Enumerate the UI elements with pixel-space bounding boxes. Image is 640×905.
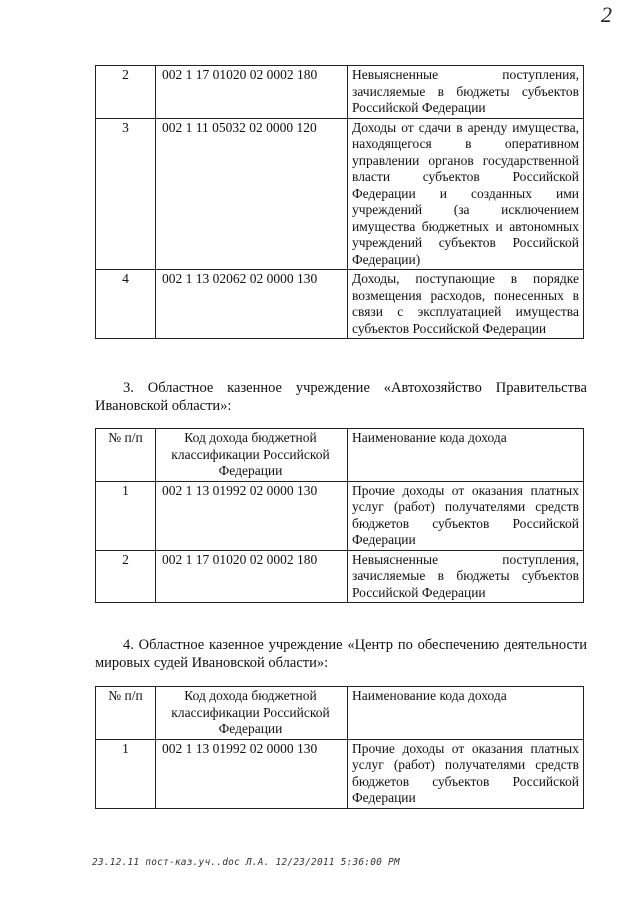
revenue-name: Доходы от сдачи в аренду имущества, находящегося в оперативном управлении органов государственной власти субъектов Российской Федерации и созданных ими учреждений (за исключением имущества бюджетных и автономных учреждений субъектов Российской Федерации) <box>348 118 584 270</box>
header-name: Наименование кода дохода <box>348 429 584 482</box>
revenue-code: 002 1 11 05032 02 0000 120 <box>156 118 348 270</box>
revenue-code: 002 1 13 01992 02 0000 130 <box>156 481 348 550</box>
row-number: 1 <box>96 739 156 808</box>
table-row <box>96 739 584 808</box>
revenue-code: 002 1 13 02062 02 0000 130 <box>156 270 348 339</box>
table-row <box>96 66 584 119</box>
table-header-row <box>96 687 584 740</box>
revenue-name: Невыясненные поступления, зачисляемые в бюджеты субъектов Российской Федерации <box>348 550 584 603</box>
header-code: Код дохода бюджетной классификации Российской Федерации <box>156 687 348 740</box>
revenue-table-continued <box>95 65 584 339</box>
row-number: 2 <box>96 550 156 603</box>
table-row <box>96 118 584 270</box>
row-number: 4 <box>96 270 156 339</box>
table-row <box>96 270 584 339</box>
section-3-heading: 3. Областное казенное учреждение «Автохозяйство Правительства Ивановской области»: <box>95 380 587 414</box>
header-number: № п/п <box>96 687 156 740</box>
revenue-name: Невыясненные поступления, зачисляемые в бюджеты субъектов Российской Федерации <box>348 66 584 119</box>
table-header-row <box>96 429 584 482</box>
section-4-table <box>95 686 584 809</box>
revenue-code: 002 1 13 01992 02 0000 130 <box>156 739 348 808</box>
revenue-name: Прочие доходы от оказания платных услуг (работ) получателями средств бюджетов субъектов Российской Федерации <box>348 739 584 808</box>
row-number: 1 <box>96 481 156 550</box>
revenue-name: Прочие доходы от оказания платных услуг (работ) получателями средств бюджетов субъектов Российской Федерации <box>348 481 584 550</box>
header-number: № п/п <box>96 429 156 482</box>
header-code: Код дохода бюджетной классификации Российской Федерации <box>156 429 348 482</box>
row-number: 3 <box>96 118 156 270</box>
document-footer: 23.12.11 пост-каз.уч..doc Л.А. 12/23/2011 5:36:00 PM <box>92 857 400 868</box>
section-4-heading: 4. Областное казенное учреждение «Центр по обеспечению деятельности мировых судей Ивановской области»: <box>95 637 587 671</box>
header-name: Наименование кода дохода <box>348 687 584 740</box>
section-3-table <box>95 428 584 603</box>
table-row <box>96 550 584 603</box>
table-row <box>96 481 584 550</box>
row-number: 2 <box>96 66 156 119</box>
revenue-code: 002 1 17 01020 02 0002 180 <box>156 550 348 603</box>
revenue-name: Доходы, поступающие в порядке возмещения расходов, понесенных в связи с эксплуатацией имущества субъектов Российской Федерации <box>348 270 584 339</box>
page-number: 2 <box>601 2 612 27</box>
revenue-code: 002 1 17 01020 02 0002 180 <box>156 66 348 119</box>
